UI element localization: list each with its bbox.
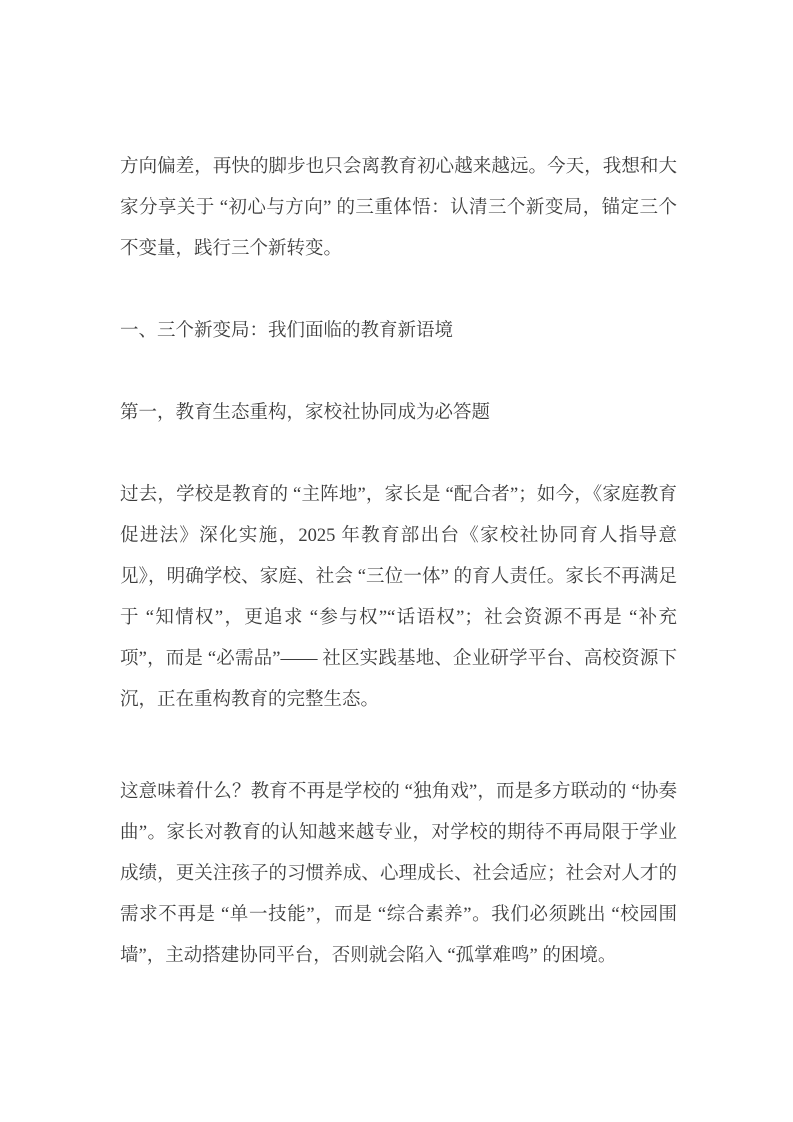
subsection-heading: 第一，教育生态重构，家校社协同成为必答题: [120, 403, 491, 423]
body-paragraph-1: 过去，学校是教育的 “主阵地”，家长是 “配合者”；如今，《家庭教育促进法》深化实施，2025 年教育部出台《家校社协同育人指导意见》，明确学校、家庭、社会 “三位一体” 的育人责任。家长不再满足于 “知情权”，更追求 “参与权”“话语权”；社会资源不再是 “补充项”，而是 “必需品”—— 社区实践基地、企业研学平台、高校资源下沉，正在重构教育的完整生态。: [120, 485, 677, 710]
body-paragraph-2: 这意味着什么？教育不再是学校的 “独角戏”，而是多方联动的 “协奏曲”。家长对教育的认知越来越专业，对学校的期待不再局限于学业成绩，更关注孩子的习惯养成、心理成长、社会适应；社会对人才的需求不再是 “单一技能”，而是 “综合素养”。我们必须跳出 “校园围墙”，主动搭建协同平台，否则就会陷入 “孤掌难鸣” 的困境。: [120, 782, 677, 966]
continuation-paragraph: 方向偏差，再快的脚步也只会离教育初心越来越远。今天，我想和大家分享关于 “初心与方向” 的三重体悟：认清三个新变局，锚定三个不变量，践行三个新转变。: [120, 157, 677, 259]
section-heading: 一、三个新变局：我们面临的教育新语境: [120, 321, 454, 341]
document-body: [120, 147, 677, 1019]
